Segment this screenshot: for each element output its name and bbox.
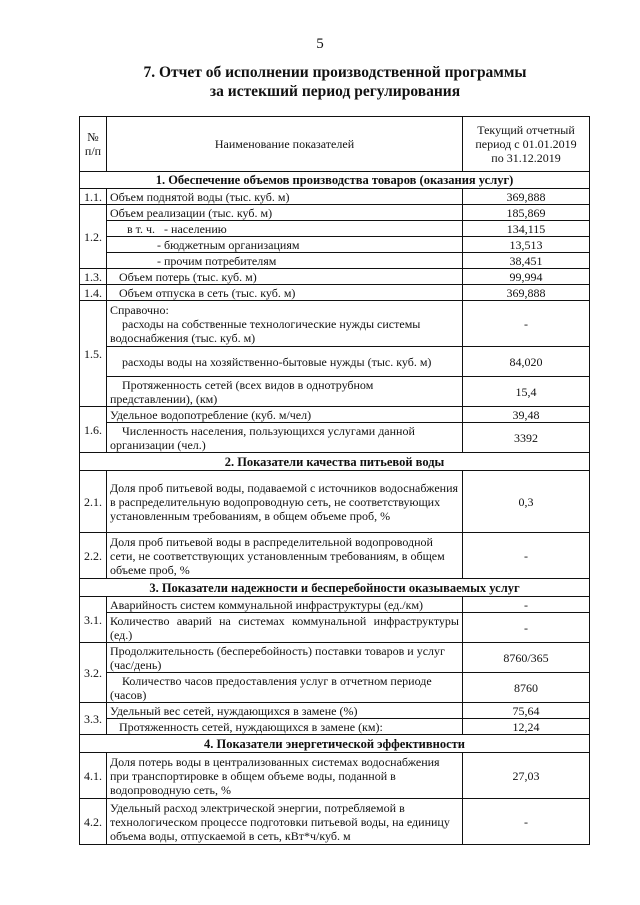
- table-row: [80, 407, 590, 423]
- row-name: Объем поднятой воды (тыс. куб. м): [107, 189, 463, 205]
- row-name: Удельное водопотребление (куб. м/чел): [107, 407, 463, 423]
- row-name: Доля проб питьевой воды в распределительной водопроводной сети, не соответствующих установленным требованиям, в общем объеме проб, %: [107, 533, 463, 579]
- row-name: Доля проб питьевой воды, подаваемой с источников водоснабжения в распределительную водопроводную сеть, не соответствующих установленным требованиям, в общем объеме проб, %: [107, 471, 463, 533]
- row-value: 369,888: [463, 285, 590, 301]
- table-row: [80, 719, 590, 735]
- row-name-text: расходы на собственные технологические нужды системы водоснабжения (тыс. куб. м): [110, 316, 421, 345]
- row-value: 84,020: [463, 347, 590, 377]
- row-number: 1.5.: [80, 301, 107, 407]
- table-row: [80, 799, 590, 845]
- reference-label: Справочно:: [110, 302, 169, 317]
- row-value: 13,513: [463, 237, 590, 253]
- row-value: 12,24: [463, 719, 590, 735]
- row-name: Объем отпуска в сеть (тыс. куб. м): [107, 285, 463, 301]
- row-number: 1.2.: [80, 205, 107, 269]
- row-value: -: [463, 799, 590, 845]
- row-value: 75,64: [463, 703, 590, 719]
- row-value: 8760/365: [463, 643, 590, 673]
- row-value: 38,451: [463, 253, 590, 269]
- row-name: Объем реализации (тыс. куб. м): [107, 205, 463, 221]
- table-row: [80, 597, 590, 613]
- row-value: 99,994: [463, 269, 590, 285]
- row-number: 3.1.: [80, 597, 107, 643]
- row-number: 1.1.: [80, 189, 107, 205]
- row-value: 27,03: [463, 753, 590, 799]
- table-row: [80, 643, 590, 673]
- row-value: 185,869: [463, 205, 590, 221]
- row-value: -: [463, 301, 590, 347]
- row-value: 369,888: [463, 189, 590, 205]
- row-name: Количество аварий на системах коммунальной инфраструктуры (ед.): [107, 613, 463, 643]
- row-name: - прочим потребителям: [107, 253, 463, 269]
- row-value: 134,115: [463, 221, 590, 237]
- page-number: 5: [316, 36, 324, 52]
- table-row: [80, 753, 590, 799]
- header-name: Наименование показателей: [107, 117, 463, 172]
- row-value: -: [463, 533, 590, 579]
- table-row: [80, 423, 590, 453]
- row-value: 0,3: [463, 471, 590, 533]
- table-row: [80, 377, 590, 407]
- row-value: 8760: [463, 673, 590, 703]
- row-name: Удельный расход электрической энергии, потребляемой в технологическом процессе подготовки питьевой воды, на единицу объема воды, отпускаемой в сеть, кВт*ч/куб. м: [107, 799, 463, 845]
- row-name: Численность населения, пользующихся услугами данной организации (чел.): [107, 423, 463, 453]
- table-row: [80, 613, 590, 643]
- row-number: 1.4.: [80, 285, 107, 301]
- table-row: [80, 221, 590, 237]
- row-number: 1.3.: [80, 269, 107, 285]
- row-number: 4.2.: [80, 799, 107, 845]
- page-title: [0, 63, 640, 101]
- row-number: 1.6.: [80, 407, 107, 453]
- table-row: [80, 301, 590, 347]
- row-value: 39,48: [463, 407, 590, 423]
- row-number: 4.1.: [80, 753, 107, 799]
- row-number: 3.3.: [80, 703, 107, 735]
- table-row: [80, 237, 590, 253]
- table-row: [80, 471, 590, 533]
- header-value: Текущий отчетный период с 01.01.2019 по 31.12.2019: [463, 117, 590, 172]
- header-num: № п/п: [80, 117, 107, 172]
- table-row: [80, 533, 590, 579]
- row-value: -: [463, 597, 590, 613]
- row-name: Протяженность сетей (всех видов в однотрубном представлении), (км): [107, 377, 463, 407]
- section-4-heading: 4. Показатели энергетической эффективности: [80, 735, 590, 753]
- table-row: [80, 253, 590, 269]
- table-row: [80, 673, 590, 703]
- table-row: [80, 703, 590, 719]
- row-name: Объем потерь (тыс. куб. м): [107, 269, 463, 285]
- table-row: [80, 189, 590, 205]
- row-value: 15,4: [463, 377, 590, 407]
- row-name: Протяженность сетей, нуждающихся в замене (км):: [107, 719, 463, 735]
- title-line-1: 7. Отчет об исполнении производственной программы: [143, 64, 527, 81]
- section-3-heading: 3. Показатели надежности и бесперебойности оказываемых услуг: [80, 579, 590, 597]
- row-name: [107, 301, 463, 347]
- row-name: расходы воды на хозяйственно-бытовые нужды (тыс. куб. м): [107, 347, 463, 377]
- row-name: в т. ч. - населению: [107, 221, 463, 237]
- row-name: Продолжительность (бесперебойность) поставки товаров и услуг (час/день): [107, 643, 463, 673]
- row-number: 3.2.: [80, 643, 107, 703]
- row-value: 3392: [463, 423, 590, 453]
- row-name: Аварийность систем коммунальной инфраструктуры (ед./км): [107, 597, 463, 613]
- table-row: [80, 205, 590, 221]
- report-table: [79, 116, 590, 845]
- section-1-heading: 1. Обеспечение объемов производства товаров (оказания услуг): [80, 172, 590, 189]
- table-row: [80, 347, 590, 377]
- row-name: Количество часов предоставления услуг в отчетном периоде (часов): [107, 673, 463, 703]
- row-name: Удельный вес сетей, нуждающихся в замене (%): [107, 703, 463, 719]
- table-header-row: [80, 117, 590, 172]
- table-row: [80, 285, 590, 301]
- table-row: [80, 269, 590, 285]
- row-number: 2.2.: [80, 533, 107, 579]
- row-name: - бюджетным организациям: [107, 237, 463, 253]
- row-number: 2.1.: [80, 471, 107, 533]
- row-value: -: [463, 613, 590, 643]
- section-2-heading: 2. Показатели качества питьевой воды: [80, 453, 590, 471]
- title-line-2: за истекший период регулирования: [209, 83, 461, 100]
- row-name: Доля потерь воды в централизованных системах водоснабжения при транспортировке в общем объеме воды, поданной в водопроводную сеть, %: [107, 753, 463, 799]
